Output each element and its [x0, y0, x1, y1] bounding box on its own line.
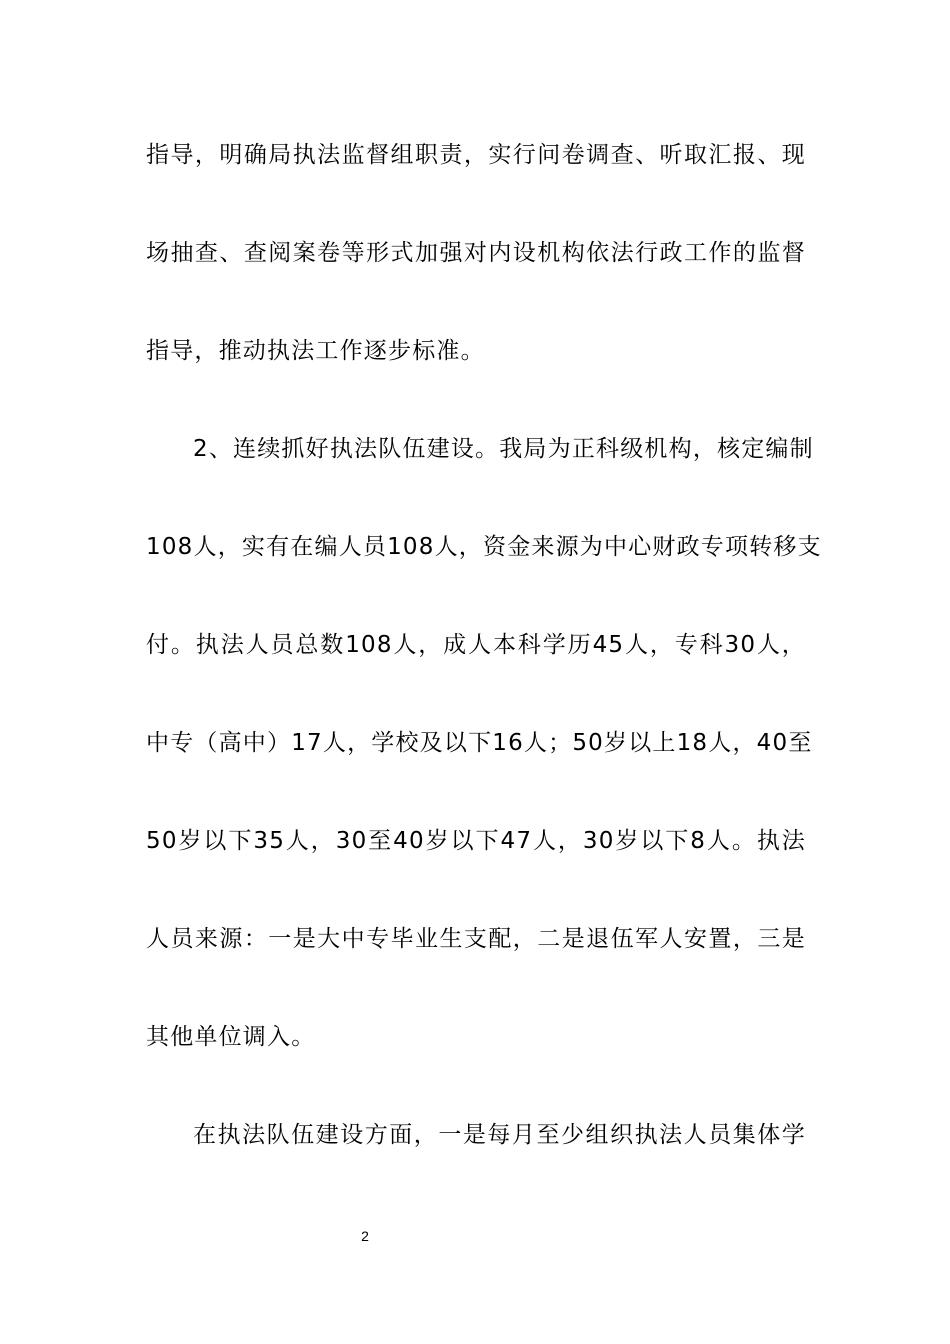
- text-line: 指导，推动执法工作逐步标准。: [146, 338, 485, 364]
- text-line: 付。执法人员总数108人，成人本科学历45人，专科30人，: [146, 632, 806, 658]
- text-line: 人员来源：一是大中专毕业生支配，二是退伍军人安置，三是: [146, 926, 806, 952]
- text-line: 50岁以下35人，30至40岁以下47人，30岁以下8人。执法: [146, 828, 806, 854]
- page-number: 2: [361, 1228, 369, 1244]
- text-line: 中专（高中）17人，学校及以下16人；50岁以上18人，40至: [146, 730, 813, 756]
- text-line: 2、连续抓好执法队伍建设。我局为正科级机构，核定编制: [193, 436, 814, 462]
- text-line: 在执法队伍建设方面，一是每月至少组织执法人员集体学: [193, 1122, 806, 1148]
- text-line: 108人，实有在编人员108人，资金来源为中心财政专项转移支: [146, 534, 822, 560]
- text-line: 场抽查、查阅案卷等形式加强对内设机构依法行政工作的监督: [146, 240, 806, 266]
- text-line: 其他单位调入。: [146, 1024, 316, 1050]
- text-line: 指导，明确局执法监督组职责，实行问卷调查、听取汇报、现: [146, 142, 806, 168]
